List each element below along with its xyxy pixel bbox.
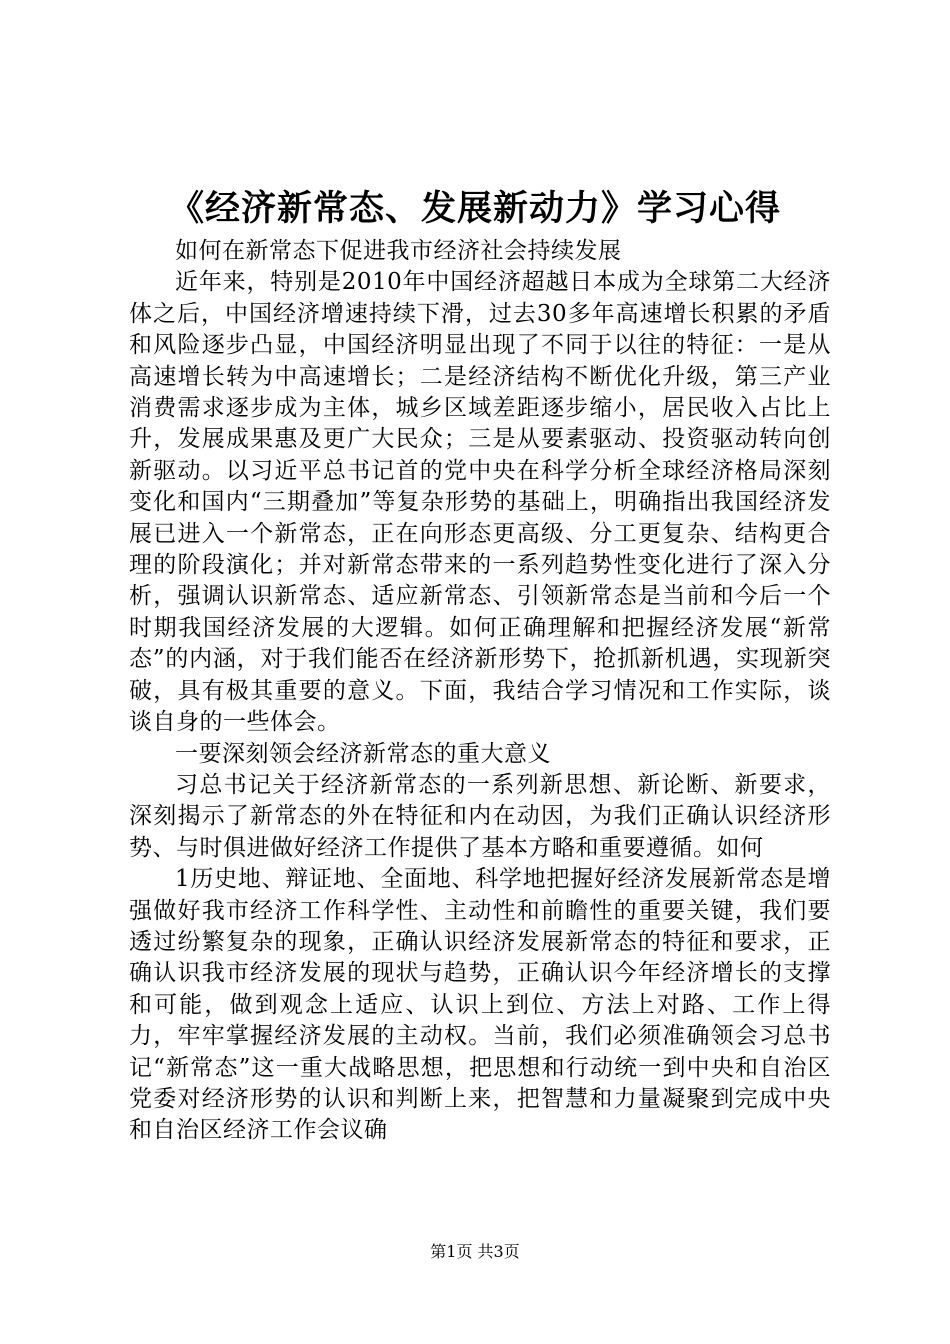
paragraph-subtitle: 如何在新常态下促进我市经济社会持续发展 (175, 238, 622, 264)
document-title: 《经济新常态、发展新动力》学习心得 (168, 188, 781, 229)
document-body (129, 236, 831, 1147)
page-number-footer: 第1页 共3页 (430, 1242, 520, 1261)
paragraph-body: 习总书记关于经济新常态的一系列新思想、新论断、新要求，深刻揭示了新常态的外在特征和内在动因，为我们正确认识经济形势、与时俱进做好经济工作提供了基本方略和重要遵循。如何 (129, 771, 831, 861)
paragraph-body: 1历史地、辩证地、全面地、科学地把握好经济发展新常态是增强做好我市经济工作科学性、主动性和前瞻性的重要关键，我们要透过纷繁复杂的现象，正确认识经济发展新常态的特征和要求，正确认识我市经济发展的现状与趋势，正确认识今年经济增长的支撑和可能，做到观念上适应、认识上到位、方法上对路、工作上得力，牢牢掌握经济发展的主动权。当前，我们必须准确领会习总书记“新常态”这一重大战略思想，把思想和行动统一到中央和自治区党委对经济形势的认识和判断上来，把智慧和力量凝聚到完成中央和自治区经济工作会议确 (129, 866, 831, 1144)
paragraph-intro: 近年来，特别是2010年中国经济超越日本成为全球第二大经济体之后，中国经济增速持续下滑，过去30多年高速增长积累的矛盾和风险逐步凸显，中国经济明显出现了不同于以往的特征：一是从高速增长转为中高速增长；二是经济结构不断优化升级，第三产业消费需求逐步成为主体，城乡区域差距逐步缩小，居民收入占比上升，发展成果惠及更广大民众；三是从要素驱动、投资驱动转向创新驱动。以习近平总书记首的党中央在科学分析全球经济格局深刻变化和国内“三期叠加”等复杂形势的基础上，明确指出我国经济发展已进入一个新常态，正在向形态更高级、分工更复杂、结构更合理的阶段演化；并对新常态带来的一系列趋势性变化进行了深入分析，强调认识新常态、适应新常态、引领新常态是当前和今后一个时期我国经济发展的大逻辑。如何正确理解和把握经济发展“新常态”的内涵，对于我们能否在经济新形势下，抢抓新机遇，实现新突破，具有极其重要的意义。下面，我结合学习情况和工作实际，谈谈自身的一些体会。 (129, 269, 831, 736)
paragraph-section-heading: 一要深刻领会经济新常态的重大意义 (175, 740, 551, 767)
